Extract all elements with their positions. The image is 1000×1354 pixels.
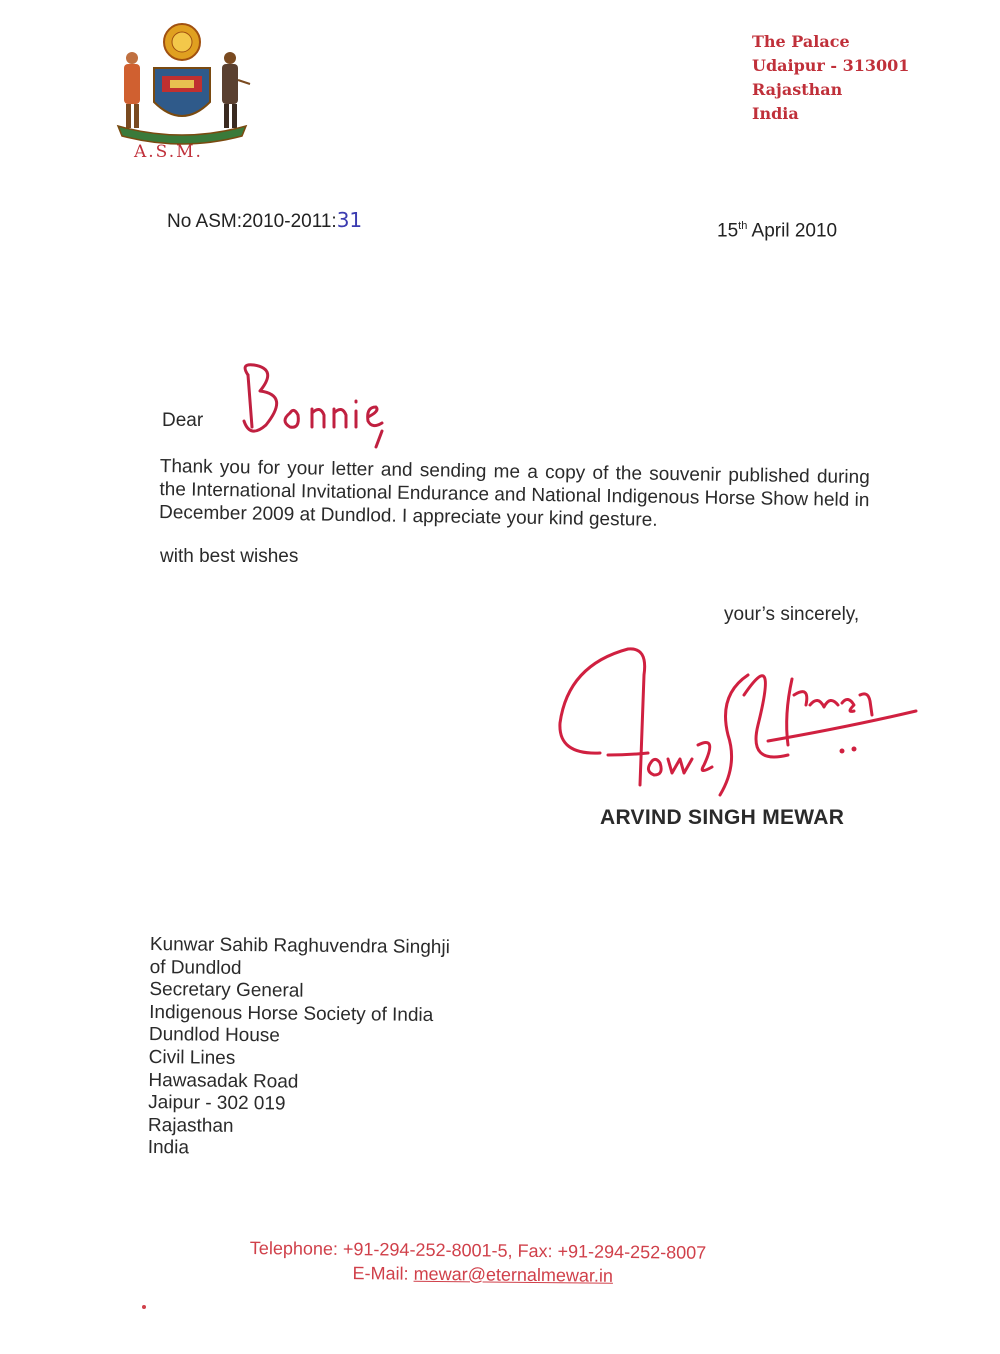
best-wishes: with best wishes: [160, 546, 299, 567]
recipient-address: [148, 934, 450, 1163]
recipient-line: Secretary General: [149, 979, 304, 1002]
closing-sincerely: your’s sincerely,: [724, 604, 860, 625]
address-line: India: [752, 104, 799, 123]
reference-handwritten-number: 31: [336, 208, 363, 232]
address-line: Rajasthan: [752, 80, 843, 99]
footer-telephone: Telephone: +91-294-252-8001-5, Fax: +91-294-252-8007: [249, 1237, 707, 1263]
address-line: The Palace: [752, 32, 850, 51]
recipient-line: Hawasadak Road: [148, 1069, 299, 1093]
recipient-line: Jaipur - 302 019: [148, 1092, 286, 1115]
recipient-line: Rajasthan: [147, 1114, 234, 1137]
handwritten-name-signature: [230, 355, 390, 460]
letter-body: Thank you for your letter and sending me a copy of the souvenir published during the International Invitational Endurance and National Indigenous Horse Show held in December 2009 at Dundlod. I appreciate your kind gesture.: [158, 455, 870, 531]
reference-number: [167, 208, 362, 233]
date-suffix: th: [738, 220, 748, 232]
footer-email-label: E-Mail:: [352, 1263, 414, 1284]
handwritten-signature: [548, 635, 928, 810]
letterhead-initials: A.S.M.: [134, 142, 203, 162]
date-day: 15: [717, 220, 739, 242]
salutation-dear: Dear: [162, 410, 204, 431]
signer-printed-name: ARVIND SINGH MEWAR: [600, 806, 845, 829]
recipient-line: Kunwar Sahib Raghuvendra Singhji: [149, 934, 450, 959]
letter-date: [717, 220, 837, 242]
letterhead-address: [752, 30, 909, 126]
recipient-line: Dundlod House: [148, 1024, 281, 1047]
address-line: Udaipur - 313001: [752, 56, 910, 75]
date-rest: April 2010: [747, 220, 838, 242]
letter-footer: [249, 1236, 749, 1289]
recipient-line: India: [147, 1137, 190, 1159]
ink-speck: [142, 1305, 146, 1309]
recipient-line: Civil Lines: [148, 1046, 236, 1069]
footer-email-link[interactable]: mewar@eternalmewar.in: [413, 1263, 614, 1286]
reference-prefix: No ASM:2010-2011:: [167, 211, 337, 232]
recipient-line: of Dundlod: [149, 956, 242, 979]
recipient-line: Indigenous Horse Society of India: [149, 1001, 434, 1026]
